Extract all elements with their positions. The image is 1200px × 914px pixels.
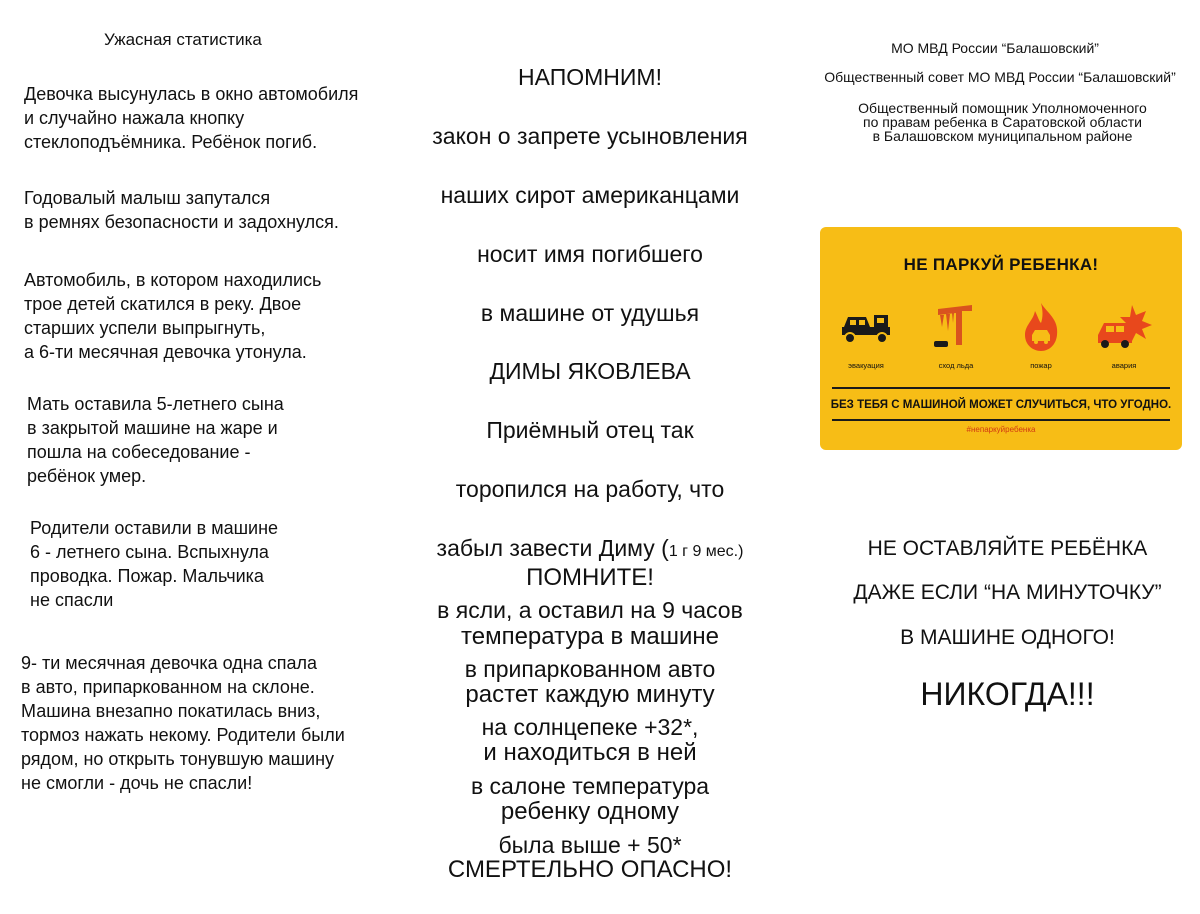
reminder-age: 1 г 9 мес.) [668,542,744,560]
org-police: МО МВД России “Балашовский” [891,40,1099,56]
reminder-line: была выше + 50* [498,831,682,858]
poster-divider-top [832,387,1170,389]
icicle-icon [928,301,984,353]
remember-line: и находиться в ней [483,739,697,767]
poster-warning: БЕЗ ТЕБЯ С МАШИНОЙ МОЖЕТ СЛУЧИТЬСЯ, ЧТО УГОДНО. [830,399,1172,411]
reminder-name: ДИМЫ ЯКОВЛЕВА [489,358,691,385]
reminder-line-text: забыл завести Диму ( [436,534,669,561]
story-slope: 9- ти месячная девочка одна спала в авто, припаркованном на склоне. Машина внезапно покатилась вниз, тормоз нажать некому. Родители были рядом, но открыть тонувшую машину не смогли - дочь не спасли! [21,653,345,793]
never-text: НИКОГДА!!! [920,676,1095,712]
warning-line-2: ДАЖЕ ЕСЛИ “НА МИНУТОЧКУ” [853,581,1162,604]
fire-label: пожар [1030,361,1052,370]
tow-truck-icon [838,301,894,353]
car-crash-icon [1096,301,1152,353]
reminder-line: в машине от удушья [480,299,700,326]
reminder-line: в припаркованном авто [464,655,716,682]
story-seat-belts: Годовалый малыш запутался в ремнях безопасности и задохнулся. [24,188,339,232]
story-window-button: Девочка высунулась в окно автомобиля и случайно нажала кнопку стеклоподъёмника. Ребёнок погиб. [24,84,359,152]
reminder-line: закон о запрете усыновления [432,123,748,150]
reminder-line: в салоне температура [470,773,710,800]
warning-line-1: НЕ ОСТАВЛЯЙТЕ РЕБЁНКА [867,537,1148,560]
remember-line: СМЕРТЕЛЬНО ОПАСНО! [447,856,733,884]
statistics-title: Ужасная статистика [104,30,262,49]
reminder-line: в ясли, а оставил на 9 часов [437,596,743,623]
fire-icon [1013,301,1069,353]
ice-fall-label: сход льда [938,361,974,370]
reminder-line: на солнцепеке +32*, [481,714,699,741]
warning-line-3: В МАШИНЕ ОДНОГО! [900,626,1115,649]
story-fire: Родители оставили в машине 6 - летнего сына. Вспыхнула проводка. Пожар. Мальчика не спасли [30,518,279,610]
remember-heading: ПОМНИТЕ! [526,564,654,592]
poster-title: НЕ ПАРКУЙ РЕБЕНКА! [903,255,1099,274]
reminder-line: Приёмный отец так [486,417,694,444]
reminder-line: торопился на работу, что [455,476,725,503]
reminder-heading: НАПОМНИМ! [518,64,662,91]
evacuation-label: эвакуация [848,361,884,370]
story-car-river: Автомобиль, в котором находились трое детей скатился в реку. Двое старших успели выпрыгнуть, а 6-ти месячная девочка утонула. [24,270,322,362]
accident-label: авария [1111,361,1137,370]
remember-line: температура в машине [461,622,719,650]
org-ombudsman-assistant: Общественный помощник Уполномоченного по правам ребенка в Саратовской области в Балашовском муниципальном районе [858,100,1147,144]
org-public-council: Общественный совет МО МВД России “Балашовский” [824,69,1176,85]
no-park-child-poster [820,227,1182,450]
poster-divider-bottom [832,419,1170,421]
poster-hashtag: #непаркуйребенка [966,425,1036,434]
reminder-line: наших сирот американцами [440,182,740,209]
remember-line: растет каждую минуту [465,681,715,709]
remember-block [395,534,785,914]
story-heat: Мать оставила 5-летнего сына в закрытой машине на жаре и пошла на собеседование - ребёнок умер. [27,394,284,486]
remember-line: ребенку одному [500,797,680,825]
reminder-line: носит имя погибшего [477,240,703,267]
